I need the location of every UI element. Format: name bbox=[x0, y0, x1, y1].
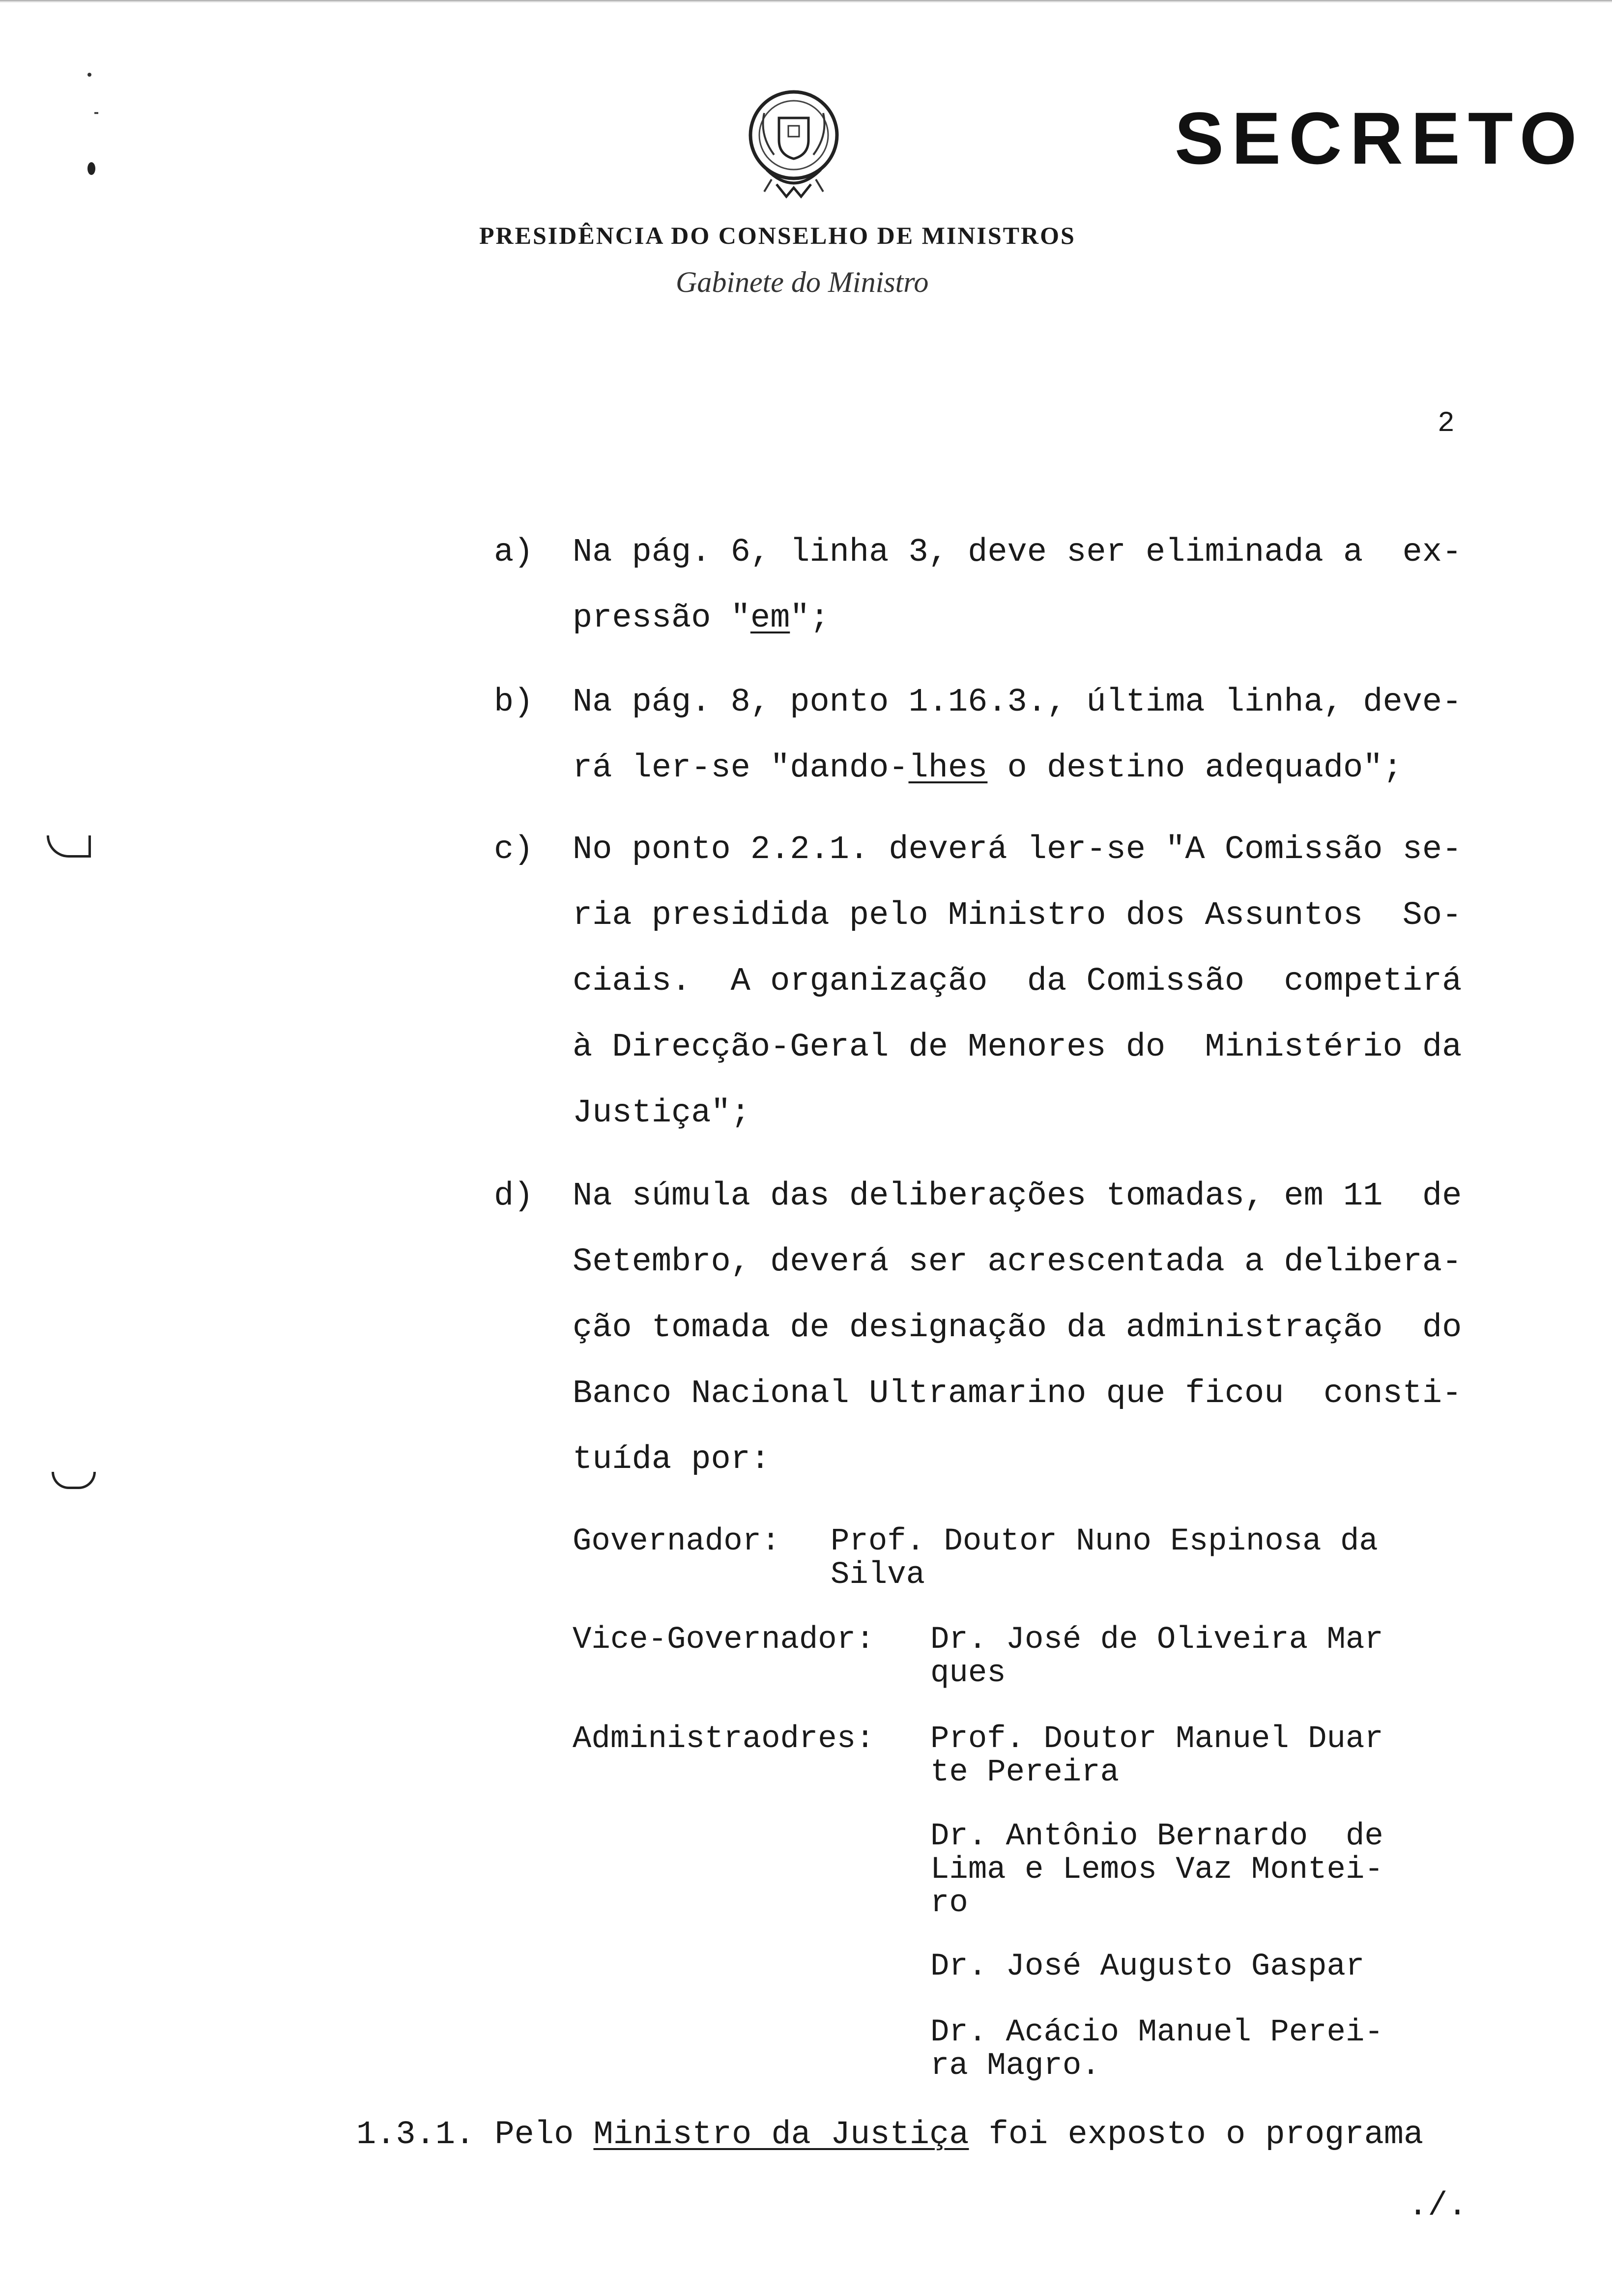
administrator-name-line: Dr. José Augusto Gaspar bbox=[930, 1949, 1365, 1984]
administrator-name-line: Lima e Lemos Vaz Montei- bbox=[930, 1852, 1383, 1888]
administrator-name-line: te Pereira bbox=[930, 1755, 1120, 1790]
margin-blot bbox=[87, 162, 95, 175]
text-run: "; bbox=[790, 600, 830, 637]
underlined-word: em bbox=[750, 600, 790, 637]
item-label: d) bbox=[494, 1177, 534, 1215]
text-run: rá ler-se "dando- bbox=[573, 749, 909, 787]
item-text-line bbox=[573, 962, 1462, 1001]
text-run: Justiça"; bbox=[573, 1094, 750, 1132]
margin-dot bbox=[87, 73, 91, 77]
administrator-name-line: Dr. Antônio Bernardo de bbox=[930, 1819, 1383, 1854]
item-text-line bbox=[573, 599, 830, 637]
page-number: 2 bbox=[1438, 408, 1455, 440]
item-text-line bbox=[573, 1309, 1462, 1347]
margin-hole-mark bbox=[52, 1472, 96, 1489]
item-text-line bbox=[573, 749, 1403, 787]
item-text-line bbox=[573, 896, 1462, 935]
coat-of-arms-emblem bbox=[737, 84, 850, 211]
text-run: Setembro, deverá ser acrescentada a delibera- bbox=[573, 1243, 1462, 1281]
paragraph-underlined-text: Ministro da Justiça bbox=[593, 2116, 969, 2153]
administrator-name-line: Dr. Acácio Manuel Perei- bbox=[930, 2015, 1383, 2050]
item-text-line bbox=[573, 1440, 770, 1479]
paragraph-text-after: foi exposto o programa bbox=[969, 2116, 1424, 2153]
text-run: ciais. A organização da Comissão competirá bbox=[573, 963, 1462, 1000]
administrator-name-line: ro bbox=[930, 1886, 968, 1921]
text-run: Na pág. 6, linha 3, deve ser eliminada a ex- bbox=[573, 534, 1462, 571]
vice-governor-name-line-1: Dr. José de Oliveira Mar bbox=[930, 1622, 1383, 1658]
vice-governor-name-line-2: ques bbox=[930, 1656, 1006, 1691]
text-run: Na súmula das deliberações tomadas, em 11 de bbox=[573, 1177, 1462, 1215]
scan-top-edge bbox=[0, 0, 1612, 3]
text-run: ria presidida pelo Ministro dos Assuntos So- bbox=[573, 897, 1462, 934]
text-run: tuída por: bbox=[573, 1441, 771, 1478]
item-text-line bbox=[573, 1028, 1462, 1066]
vice-governor-label: Vice-Governador: bbox=[573, 1622, 875, 1658]
text-run: ção tomada de designação da administração do bbox=[573, 1309, 1462, 1347]
governor-name-line-1: Prof. Doutor Nuno Espinosa da bbox=[831, 1524, 1378, 1559]
governor-name-line-2: Silva bbox=[831, 1557, 925, 1593]
margin-dash bbox=[94, 112, 98, 114]
item-text-line bbox=[573, 683, 1462, 721]
underlined-word: lhes bbox=[908, 749, 988, 787]
continuation-mark: ./. bbox=[1408, 2187, 1468, 2225]
paragraph-1-3-1 bbox=[356, 2116, 1423, 2154]
item-text-line bbox=[573, 1243, 1462, 1281]
institution-heading: PRESIDÊNCIA DO CONSELHO DE MINISTROS bbox=[479, 222, 1076, 249]
item-label: b) bbox=[494, 684, 534, 721]
margin-hole-mark bbox=[47, 835, 91, 858]
paragraph-number: 1.3.1. bbox=[356, 2116, 475, 2153]
text-run: Banco Nacional Ultramarino que ficou consti- bbox=[573, 1375, 1462, 1412]
item-text-line bbox=[573, 1177, 1462, 1215]
paragraph-text-before: Pelo bbox=[475, 2116, 594, 2153]
administrator-name-line: Prof. Doutor Manuel Duar bbox=[930, 1722, 1383, 1757]
administrators-label: Administraodres: bbox=[573, 1722, 875, 1757]
text-run: No ponto 2.2.1. deverá ler-se "A Comissão se- bbox=[573, 831, 1462, 868]
classification-stamp: SECRETO bbox=[1175, 97, 1585, 179]
item-text-line bbox=[573, 831, 1462, 869]
item-label: a) bbox=[494, 534, 534, 571]
office-subheading: Gabinete do Ministro bbox=[676, 266, 929, 298]
governor-label: Governador: bbox=[573, 1524, 780, 1559]
administrator-name-line: ra Magro. bbox=[930, 2048, 1100, 2084]
item-label: c) bbox=[494, 831, 534, 868]
item-text-line bbox=[573, 533, 1462, 572]
text-run: o destino adequado"; bbox=[987, 749, 1403, 787]
text-run: pressão " bbox=[573, 600, 750, 637]
item-text-line bbox=[573, 1094, 750, 1132]
text-run: à Direcção-Geral de Menores do Ministério da bbox=[573, 1029, 1462, 1066]
item-text-line bbox=[573, 1375, 1462, 1413]
text-run: Na pág. 8, ponto 1.16.3., última linha, deve- bbox=[573, 684, 1462, 721]
